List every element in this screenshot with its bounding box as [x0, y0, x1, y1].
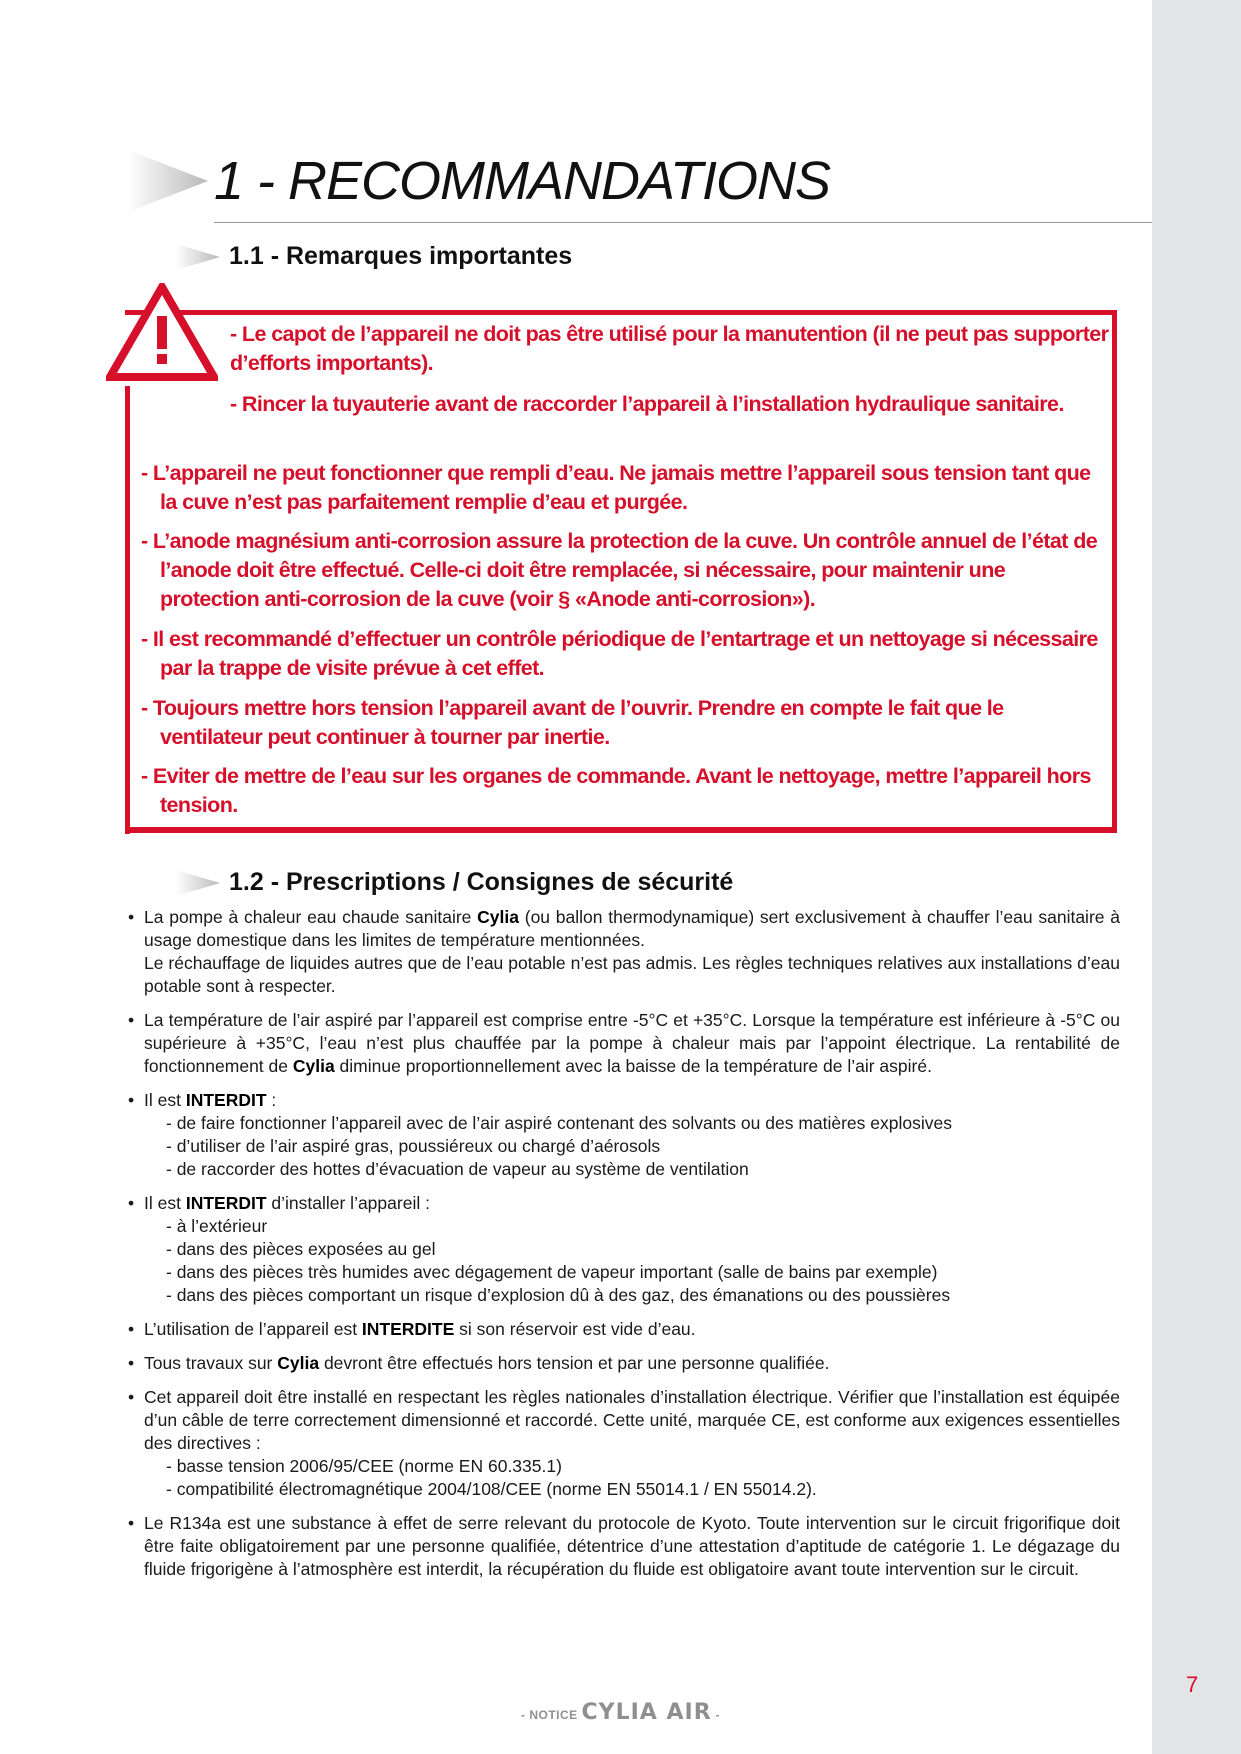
- sub-list-item: - à l’extérieur: [166, 1216, 268, 1236]
- sub-list-item: - basse tension 2006/95/CEE (norme EN 60.335.1): [166, 1456, 562, 1476]
- sub-list-item: - d’utiliser de l’air aspiré gras, poussiéreux ou chargé d’aérosols: [166, 1136, 661, 1156]
- chapter-title: 1 - RECOMMANDATIONS: [214, 151, 831, 211]
- bullet: •: [128, 907, 135, 927]
- sub-list-item: - dans des pièces exposées au gel: [166, 1239, 436, 1259]
- section-title-remarks: 1.1 - Remarques importantes: [229, 242, 573, 270]
- safety-item-forbidden-location: • Il est INTERDIT d’installer l’appareil : - à l’extérieur - dans des pièces exposées au gel - dans des pièces très humides avec dégagement de vapeur important (salle de bains par exemple) - dans des pièces comportant un risque d’explosion dû à des gaz, des émanations ou des poussières: [128, 1192, 1120, 1307]
- warning-item: - Il est recommandé d’effectuer un contrôle périodique de l’entartrage et un nettoyage si nécessaire par la trappe de visite prévue à cet effet.: [141, 627, 1098, 680]
- triangle-arrow-icon: [176, 244, 220, 270]
- warning-triangle-icon: [106, 283, 218, 381]
- safety-item-refrigerant: • Le R134a est une substance à effet de serre relevant du protocole de Kyoto. Toute intervention sur le circuit frigorifique doit être faite obligatoirement par une personne qualifiée, détentrice d’une attestation d’aptitude de catégorie 1. Le dégazage du fluide frigorigène à l’atmosphère est interdit, la récupération du fluide est obligatoire avant toute intervention sur le circuit.: [128, 1513, 1120, 1579]
- bullet: •: [128, 1319, 135, 1339]
- safety-item-temperature: • La température de l’air aspiré par l’appareil est comprise entre -5°C et +35°C. Lorsque la température est inférieure à -5°C ou supérieure à +35°C, l’eau n’est plus chauffée par la pompe à chaleur mais par l’appoint électrique. La rentabilité de fonctionnement de Cylia diminue proportionnellement avec la baisse de la température de l’air aspiré.: [128, 1010, 1120, 1076]
- title-divider: [214, 222, 1152, 223]
- warning-item: - Toujours mettre hors tension l’appareil avant de l’ouvrir. Prendre en compte le fait que le ventilateur peut continuer à tourner par inertie.: [141, 696, 1004, 749]
- safety-item-usage: • La pompe à chaleur eau chaude sanitaire Cylia (ou ballon thermodynamique) sert exclusivement à chauffer l’eau sanitaire à usage domestique dans les limites de température mentionnées. Le réchauffage de liquides autres que de l’eau potable n’est pas admis. Les règles techniques relatives aux installations d’eau potable sont à respecter.: [128, 907, 1120, 996]
- bullet: •: [128, 1090, 135, 1110]
- safety-list: [128, 906, 1120, 1592]
- section-title-safety: 1.2 - Prescriptions / Consignes de sécurité: [229, 868, 734, 896]
- warning-box-left-border: [125, 386, 130, 834]
- footer: [0, 1700, 1241, 1725]
- safety-item-forbidden-air: • Il est INTERDIT : - de faire fonctionner l’appareil avec de l’air aspiré contenant des solvants ou des matières explosives - d’utiliser de l’air aspiré gras, poussiéreux ou chargé d’aérosols - de raccorder des hottes d’évacuation de vapeur au système de ventilation: [128, 1089, 1120, 1181]
- bullet: •: [128, 1353, 135, 1373]
- brand-name: Cylia: [477, 907, 519, 927]
- footer-suffix: -: [711, 1708, 720, 1722]
- footer-notice: - NOTICE: [521, 1708, 582, 1722]
- safety-item-qualified-work: • Tous travaux sur Cylia devront être effectués hors tension et par une personne qualifiée.: [128, 1353, 830, 1373]
- sub-list-item: - dans des pièces comportant un risque d’explosion dû à des gaz, des émanations ou des poussières: [166, 1285, 951, 1305]
- brand-name: Cylia: [292, 1056, 335, 1076]
- page-number: 7: [1186, 1672, 1199, 1697]
- warning-item: - L’anode magnésium anti-corrosion assure la protection de la cuve. Un contrôle annuel de l’état de l’anode doit être effectué. Celle-ci doit être remplacée, si nécessaire, pour maintenir une protection anti-corrosion de la cuve (voir § «Anode anti-corrosion»).: [141, 529, 1098, 611]
- warning-item: - L’appareil ne peut fonctionner que rempli d’eau. Ne jamais mettre l’appareil sous tension tant que la cuve n’est pas parfaitement remplie d’eau et purgée.: [141, 461, 1091, 514]
- sub-list-item: - dans des pièces très humides avec dégagement de vapeur important (salle de bains par exemple): [166, 1262, 938, 1282]
- warning-item: - Eviter de mettre de l’eau sur les organes de commande. Avant le nettoyage, mettre l’appareil hors tension.: [141, 764, 1091, 817]
- bullet: •: [128, 1513, 135, 1533]
- side-margin-band: [1152, 0, 1241, 1754]
- brand-name: Cylia: [277, 1353, 320, 1373]
- safety-item-electrical: • Cet appareil doit être installé en respectant les règles nationales d’installation électrique. Vérifier que l’installation est équipée d’un câble de terre correctement dimensionné et raccordé. Cette unité, marquée CE, est conforme aux exigences essentielles des directives : - basse tension 2006/95/CEE (norme EN 60.335.1) - compatibilité électromagnétique 2004/108/CEE (norme EN 55014.1 / EN 55014.2).: [128, 1387, 1120, 1499]
- triangle-arrow-icon: [128, 150, 208, 212]
- warning-item: - Le capot de l’appareil ne doit pas être utilisé pour la manutention (il ne peut pas supporter d’efforts importants).: [230, 322, 1109, 375]
- bullet: •: [128, 1010, 135, 1030]
- sub-list-item: - compatibilité électromagnétique 2004/108/CEE (norme EN 55014.1 / EN 55014.2).: [166, 1479, 817, 1499]
- safety-item-empty-tank: • L’utilisation de l’appareil est INTERDITE si son réservoir est vide d’eau.: [128, 1319, 696, 1339]
- sub-list-item: - de faire fonctionner l’appareil avec de l’air aspiré contenant des solvants ou des matières explosives: [166, 1113, 952, 1133]
- footer-product-name: CYLIA AIR: [581, 1700, 712, 1725]
- warning-item: - Rincer la tuyauterie avant de raccorder l’appareil à l’installation hydraulique sanitaire.: [230, 392, 1064, 416]
- bullet: •: [128, 1387, 135, 1407]
- triangle-arrow-icon: [176, 870, 220, 896]
- sub-list-item: - de raccorder des hottes d’évacuation de vapeur au système de ventilation: [166, 1159, 749, 1179]
- bullet: •: [128, 1193, 135, 1213]
